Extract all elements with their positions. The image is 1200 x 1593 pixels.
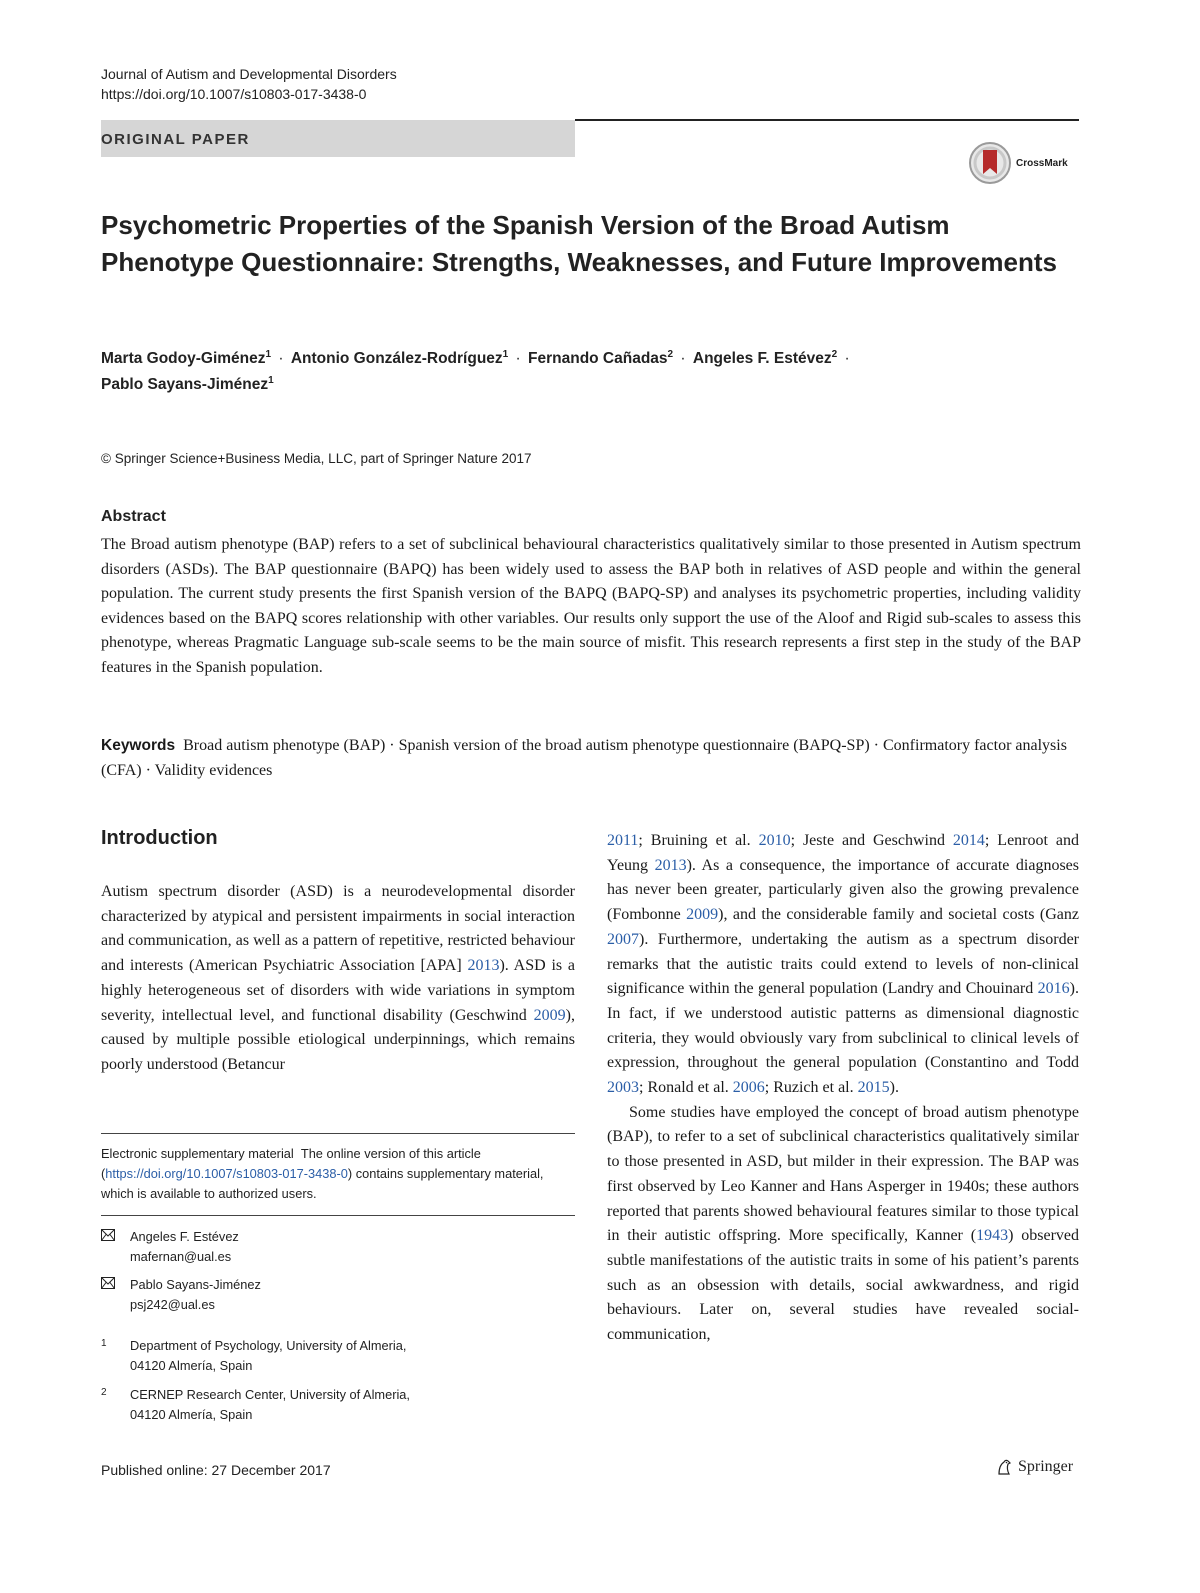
citation-link[interactable]: 2013 bbox=[467, 957, 500, 975]
keywords-text: Broad autism phenotype (BAP) · Spanish version of the broad autism phenotype questionnaire (BAPQ-SP) · Confirmatory factor analysis (CFA) · Validity evidences bbox=[101, 737, 1067, 779]
body-text: ). Furthermore, undertaking the autism as a spectrum disorder remarks that the autistic traits could extend to levels of non-clinical significance within the general population (Landry and Chouinard bbox=[607, 930, 1079, 998]
crossmark-icon bbox=[968, 141, 1012, 185]
crossmark-badge[interactable] bbox=[968, 140, 1080, 186]
intro-right-paragraph-1 bbox=[607, 829, 1079, 1101]
crossmark-label: CrossMark bbox=[1016, 157, 1068, 169]
abstract-heading: Abstract bbox=[101, 508, 166, 525]
footnote-rule bbox=[101, 1133, 575, 1134]
affiliation-line: 04120 Almería, Spain bbox=[130, 1358, 253, 1373]
author-name[interactable]: Marta Godoy-Giménez bbox=[101, 350, 266, 367]
citation-link[interactable]: 2006 bbox=[732, 1079, 765, 1097]
author-name[interactable]: Pablo Sayans-Jiménez bbox=[101, 376, 269, 393]
author-separator: · bbox=[274, 350, 288, 367]
journal-name: Journal of Autism and Developmental Disorders bbox=[101, 66, 397, 82]
abstract-text: The Broad autism phenotype (BAP) refers to a set of subclinical behavioural characteristics qualitatively similar to those presented in Autism spectrum disorders (ASDs). The BAP questionnaire (BAPQ) has been widely used to assess the BAP both in relatives of ASD people and within the general population. The current study presents the first Spanish version of the BAPQ (BAPQ-SP) and analyses its psychometric properties, including validity evidences based on the BAPQ scores relationship with other variables. Our results only support the use of the Aloof and Rigid sub-scales to assess this phenotype, whereas Pragmatic Language sub-scale seems to be the main source of misfit. This research represents a first step in the study of the BAP features in the Spanish population. bbox=[101, 536, 1081, 676]
author-separator: · bbox=[676, 350, 690, 367]
contact-email[interactable]: mafernan@ual.es bbox=[130, 1249, 232, 1264]
body-text: Autism spectrum disorder (ASD) is a neurodevelopmental disorder characterized by atypical and persistent impairments in social interaction and communication, as well as a pattern of repetitive, restricted behaviour and interests (American Psychiatric Association [APA] bbox=[101, 883, 575, 975]
author-name[interactable]: Fernando Cañadas bbox=[528, 350, 668, 367]
esm-post: ) contains supplementary material, which is available to authorized users. bbox=[101, 1166, 544, 1201]
article-type-bar bbox=[101, 120, 575, 157]
affiliation-line: CERNEP Research Center, University of Almeria, bbox=[130, 1387, 410, 1402]
author-name[interactable]: Antonio González-Rodríguez bbox=[290, 350, 503, 367]
body-text: Some studies have employed the concept of broad autism phenotype (BAP), to refer to a set of subclinical characteristics qualitatively similar to those presented in ASD, but milder in their expression. The BAP was first observed by Leo Kanner and Hans Asperger in 1940s; these authors reported that parents showed behavioural features similar to those typical in their autistic offspring. More specifically, Kanner ( bbox=[607, 1103, 1079, 1245]
envelope-icon bbox=[101, 1277, 115, 1289]
body-text: ; Lenroot and Yeung bbox=[607, 832, 1079, 874]
body-text: ), caused by multiple possible etiological underpinnings, which remains poorly understood (Betancur bbox=[101, 1006, 575, 1073]
paper-title: Psychometric Properties of the Spanish Version of the Broad Autism Phenotype Questionnaire: Strengths, Weaknesses, and Future Improvements bbox=[101, 210, 1057, 277]
affiliation-number: 2 bbox=[101, 1387, 107, 1398]
body-text: ). As a consequence, the importance of accurate diagnoses has never been greater, particularly given also the growing prevalence (Fombonne bbox=[607, 856, 1079, 924]
body-text: ; Ronald et al. bbox=[639, 1079, 733, 1097]
contact-name: Angeles F. Estévez bbox=[130, 1229, 239, 1244]
author-separator: · bbox=[511, 350, 526, 367]
esm-label: Electronic supplementary material bbox=[101, 1146, 294, 1161]
publisher-logo bbox=[995, 1458, 1073, 1476]
springer-horse-icon bbox=[995, 1458, 1013, 1476]
author-name[interactable]: Angeles F. Estévez bbox=[692, 350, 832, 367]
affiliation-line: Department of Psychology, University of Almeria, bbox=[130, 1338, 407, 1353]
author-affiliation-mark: 1 bbox=[265, 349, 272, 360]
author-affiliation-mark: 2 bbox=[667, 349, 674, 360]
citation-link[interactable]: 2009 bbox=[686, 906, 719, 924]
article-type-label: ORIGINAL PAPER bbox=[101, 131, 250, 148]
keywords bbox=[101, 733, 1081, 783]
citation-link[interactable]: 2007 bbox=[607, 930, 639, 948]
contact-email[interactable]: psj242@ual.es bbox=[130, 1297, 215, 1312]
citation-link[interactable]: 2011 bbox=[607, 832, 639, 849]
journal-header bbox=[101, 64, 397, 104]
header-rule bbox=[575, 119, 1079, 121]
affiliation-line: 04120 Almería, Spain bbox=[130, 1407, 253, 1422]
citation-link[interactable]: 2009 bbox=[533, 1006, 566, 1024]
citation-link[interactable]: 1943 bbox=[976, 1227, 1009, 1245]
body-text: ; Jeste and Geschwind bbox=[790, 832, 953, 849]
body-text: ) observed subtle manifestations of the autistic traits in some of his patient’s parents such as an obsession with details, social awkwardness, and rigid behaviours. Later on, several studies have revealed social-communication, bbox=[607, 1227, 1079, 1344]
body-text: ). ASD is a highly heterogeneous set of disorders with wide variations in symptom severity, intellectual level, and functional disability (Geschwind bbox=[101, 957, 575, 1024]
author-affiliation-mark: 2 bbox=[831, 349, 838, 360]
citation-link[interactable]: 2010 bbox=[758, 832, 791, 849]
body-text: ), and the considerable family and societal costs (Ganz bbox=[718, 906, 1079, 924]
footnote-rule-2 bbox=[101, 1215, 575, 1216]
body-text: ; Ruzich et al. bbox=[764, 1079, 858, 1097]
citation-link[interactable]: 2003 bbox=[607, 1079, 639, 1097]
doi-link[interactable]: https://doi.org/10.1007/s10803-017-3438-0 bbox=[101, 86, 367, 102]
author-list bbox=[101, 346, 1081, 398]
body-text: ). bbox=[889, 1079, 899, 1097]
author-affiliation-mark: 1 bbox=[268, 375, 274, 386]
intro-right-paragraph-2 bbox=[607, 1101, 1079, 1348]
body-text: ; Bruining et al. bbox=[638, 832, 759, 849]
author-affiliation-mark: 1 bbox=[502, 349, 509, 360]
contact-name: Pablo Sayans-Jiménez bbox=[130, 1277, 261, 1292]
intro-right-column bbox=[607, 829, 1079, 1348]
keywords-label: Keywords bbox=[101, 737, 176, 754]
publisher-name: Springer bbox=[1018, 1458, 1074, 1475]
citation-link[interactable]: 2014 bbox=[952, 832, 985, 849]
introduction-heading: Introduction bbox=[101, 827, 218, 849]
copyright-line: © Springer Science+Business Media, LLC, part of Springer Nature 2017 bbox=[101, 451, 532, 466]
envelope-icon bbox=[101, 1229, 115, 1241]
citation-link[interactable]: 2013 bbox=[654, 856, 687, 874]
published-date: Published online: 27 December 2017 bbox=[101, 1462, 331, 1478]
affiliation-number: 1 bbox=[101, 1338, 107, 1349]
citation-link[interactable]: 2016 bbox=[1037, 980, 1070, 998]
supplementary-note bbox=[101, 1144, 575, 1204]
citation-link[interactable]: 2015 bbox=[857, 1079, 890, 1097]
intro-left-paragraph bbox=[101, 880, 575, 1078]
author-separator: · bbox=[840, 350, 850, 367]
esm-link[interactable]: https://doi.org/10.1007/s10803-017-3438-0 bbox=[105, 1166, 348, 1181]
esm-pre: The online version of this article ( bbox=[101, 1146, 481, 1181]
body-text: ). In fact, if we understood autistic patterns as dimensional diagnostic criteria, they would obviously vary from subclinical to clinical levels of expression, throughout the general population (Constantino and Todd bbox=[607, 980, 1079, 1072]
